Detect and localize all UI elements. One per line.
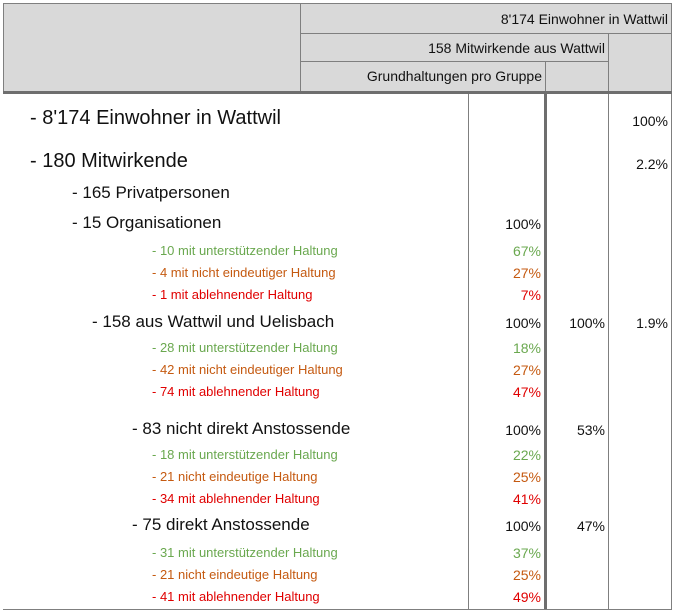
table-row (0, 419, 677, 441)
row-label: - 75 direkt Anstossende (132, 515, 310, 534)
cell-overall: 2.2% (636, 156, 668, 172)
cell-group: 100% (505, 216, 541, 232)
table-row (0, 213, 677, 235)
table-bottom-border (3, 609, 672, 610)
table-row (0, 515, 677, 537)
row-label: - 34 mit ablehnender Haltung (152, 491, 320, 506)
row-label: - 83 nicht direkt Anstossende (132, 419, 351, 438)
cell-overall: 100% (632, 113, 668, 129)
header-left-border (3, 3, 4, 91)
cell-group: 25% (512, 469, 541, 485)
table-row (0, 107, 677, 133)
header-divider-2 (608, 33, 609, 91)
row-label: - 28 mit unterstützender Haltung (152, 340, 338, 355)
header-level3: Grundhaltungen pro Gruppe (366, 68, 542, 84)
header-level2: 158 Mitwirkende aus Wattwil (428, 40, 605, 56)
cell-group: 100% (505, 422, 541, 438)
cell-group: 41% (512, 491, 541, 507)
cell-group: 27% (512, 265, 541, 281)
row-label: - 42 mit nicht eindeutiger Haltung (152, 362, 343, 377)
table-row (0, 567, 677, 585)
table-row (0, 150, 677, 176)
row-label: - 180 Mitwirkende (30, 150, 188, 172)
table-row (0, 287, 677, 305)
header-row-line-1 (300, 33, 671, 34)
table-row (0, 469, 677, 487)
cell-wattwil: 53% (576, 422, 605, 438)
cell-group: 18% (512, 340, 541, 356)
cell-group: 25% (512, 567, 541, 583)
row-label: - 18 mit unterstützender Haltung (152, 447, 338, 462)
cell-wattwil: 47% (576, 518, 605, 534)
cell-group: 7% (520, 287, 541, 303)
header-top-border (3, 3, 671, 4)
cell-group: 37% (512, 545, 541, 561)
cell-group: 27% (512, 362, 541, 378)
header-divider-1 (300, 3, 301, 91)
row-label: - 158 aus Wattwil und Uelisbach (92, 312, 335, 331)
row-label: - 21 nicht eindeutige Haltung (152, 567, 318, 582)
row-label: - 21 nicht eindeutige Haltung (152, 469, 318, 484)
row-label: - 10 mit unterstützender Haltung (152, 243, 338, 258)
cell-group: 100% (505, 315, 541, 331)
row-label: - 15 Organisationen (72, 213, 222, 232)
row-label: - 31 mit unterstützender Haltung (152, 545, 338, 560)
row-label: - 8'174 Einwohner in Wattwil (30, 107, 281, 129)
table-row (0, 545, 677, 563)
table-row (0, 362, 677, 380)
table-row (0, 312, 677, 334)
table-row (0, 384, 677, 402)
cell-group: 67% (512, 243, 541, 259)
table-row (0, 265, 677, 283)
row-label: - 74 mit ablehnender Haltung (152, 384, 320, 399)
cell-group: 22% (512, 447, 541, 463)
table-row (0, 491, 677, 509)
row-label: - 165 Privatpersonen (72, 183, 230, 202)
table-row (0, 447, 677, 465)
table-row (0, 589, 677, 607)
cell-group: 47% (512, 384, 541, 400)
header-row-line-2 (300, 61, 608, 62)
row-label: - 41 mit ablehnender Haltung (152, 589, 320, 604)
row-label: - 1 mit ablehnender Haltung (152, 287, 313, 302)
row-label: - 4 mit nicht eindeutiger Haltung (152, 265, 336, 280)
header-level1: 8'174 Einwohner in Wattwil (500, 11, 668, 27)
cell-overall: 1.9% (636, 315, 668, 331)
table-row (0, 243, 677, 261)
cell-wattwil: 100% (569, 315, 605, 331)
cell-group: 100% (505, 518, 541, 534)
header-separator (3, 91, 672, 94)
table-row (0, 183, 677, 205)
table-row (0, 340, 677, 358)
header-divider-3 (545, 61, 546, 91)
cell-group: 49% (512, 589, 541, 605)
